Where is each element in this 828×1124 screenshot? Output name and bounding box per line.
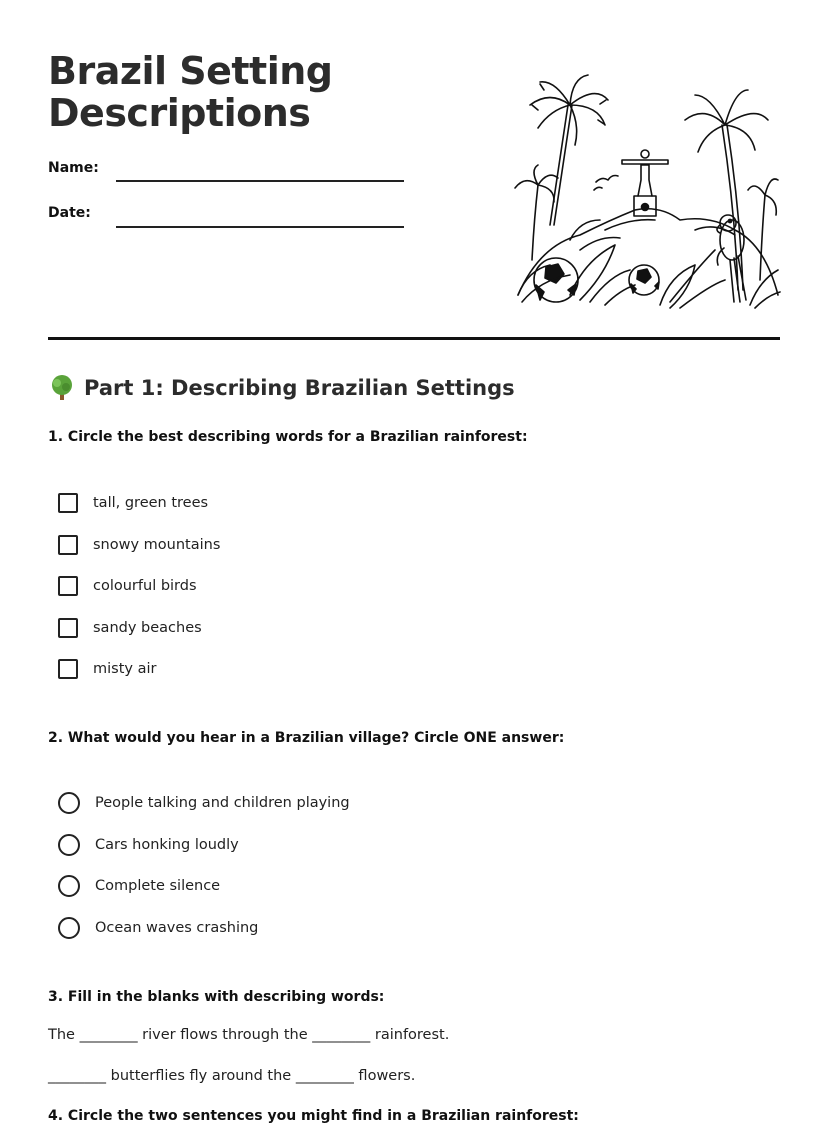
q2-option[interactable] [58, 791, 350, 815]
fill-blank-sentence-2[interactable]: ________ butterflies fly around the ________ flowers. [48, 1068, 416, 1084]
q2-option[interactable] [58, 833, 239, 857]
checkbox[interactable] [58, 535, 78, 555]
brazil-illustration [510, 70, 782, 315]
date-label: Date: [48, 205, 91, 221]
page-title [48, 50, 333, 134]
option-label: Cars honking loudly [95, 837, 239, 853]
palm-tree-icon [530, 75, 608, 225]
date-field[interactable] [116, 226, 404, 228]
bird-icon-2 [594, 187, 602, 190]
checkbox[interactable] [58, 618, 78, 638]
question-2: 2. What would you hear in a Brazilian village? Circle ONE answer: [48, 730, 565, 746]
option-label: misty air [93, 661, 157, 677]
radio-button[interactable] [58, 834, 80, 856]
palm-tree-icon-right [685, 90, 768, 290]
option-label: Complete silence [95, 878, 221, 894]
q2-option[interactable] [58, 874, 220, 898]
football-icon-2 [629, 265, 659, 295]
radio-button[interactable] [58, 792, 80, 814]
q1-option[interactable] [58, 657, 156, 681]
checkbox[interactable] [58, 576, 78, 596]
option-label: sandy beaches [93, 620, 202, 636]
name-field[interactable] [116, 180, 404, 182]
q2-option[interactable] [58, 916, 258, 940]
small-palm-icon-right [748, 179, 778, 280]
q1-option[interactable] [58, 616, 202, 640]
option-label: Ocean waves crashing [95, 920, 259, 936]
question-4: 4. Circle the two sentences you might find in a Brazilian rainforest: [48, 1108, 579, 1124]
option-label: snowy mountains [93, 537, 221, 553]
option-label: tall, green trees [93, 495, 209, 511]
football-icon [534, 258, 578, 302]
section-title-text: Part 1: Describing Brazilian Settings [84, 376, 515, 400]
option-label: People talking and children playing [95, 795, 350, 811]
checkbox[interactable] [58, 493, 78, 513]
name-label: Name: [48, 160, 99, 176]
radio-button[interactable] [58, 917, 80, 939]
title-line-1: Brazil Setting [48, 49, 333, 93]
section-title [48, 374, 515, 402]
question-3: 3. Fill in the blanks with describing words: [48, 989, 385, 1005]
fill-blank-sentence-1[interactable]: The ________ river flows through the ________ rainforest. [48, 1027, 450, 1043]
q1-option[interactable] [58, 491, 208, 515]
bird-icon [596, 176, 618, 183]
option-label: colourful birds [93, 578, 197, 594]
question-1: 1. Circle the best describing words for a Brazilian rainforest: [48, 429, 528, 445]
q1-option[interactable] [58, 574, 197, 598]
title-line-2: Descriptions [48, 91, 311, 135]
radio-button[interactable] [58, 875, 80, 897]
q1-option[interactable] [58, 533, 220, 557]
checkbox[interactable] [58, 659, 78, 679]
christ-the-redeemer-icon [622, 150, 668, 216]
tree-icon [48, 374, 76, 402]
header-divider [48, 337, 780, 340]
